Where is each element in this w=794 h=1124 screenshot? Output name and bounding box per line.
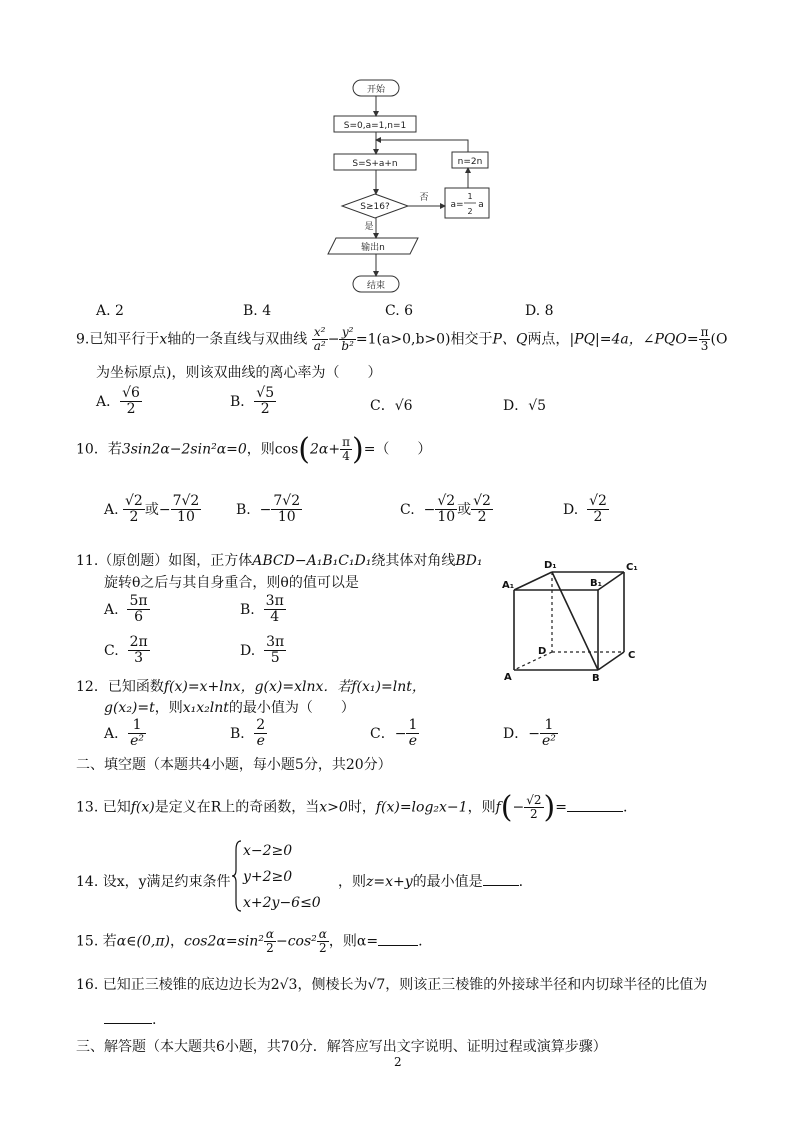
q16-answer-line: .	[104, 1012, 156, 1028]
q16-stem: 16. 已知正三棱锥的底边边长为2√3，侧棱长为√7，则该正三棱锥的外接球半径和内切球半径的比值为	[76, 977, 708, 993]
cube-figure	[498, 556, 648, 684]
hyperbola-x-term: $\frac{\text{x²}}{\text{a²}}$	[313, 325, 326, 354]
q12-option-a: A． $\frac{1}{\text{e²}}$	[104, 717, 145, 750]
q10-option-b: B. − $\frac{7√2}{10}$	[236, 493, 301, 526]
section3-heading: 三、解答题（本大题共6小题，共70分．解答应写出文字说明、证明过程或演算步骤）	[76, 1039, 607, 1055]
cube-label-a1: A₁	[502, 580, 515, 591]
q13-stem: 13. 已知f(x)是定义在R上的奇函数，当x>0时，f(x)=log₂x−1，则f(− $\frac{√2}{2}$ )= .	[76, 790, 628, 825]
q9-option-c: C．√6	[370, 398, 413, 414]
q11-stem: 11.（原创题）如图，正方体ABCD−A₁B₁C₁D₁绕其体对角线BD₁	[76, 553, 483, 569]
flow-update-s-label: S=S+a+n	[352, 159, 398, 169]
q11-line2: 旋转θ之后与其自身重合，则θ的值可以是	[104, 575, 359, 591]
q8-option-b: B. 4	[243, 303, 272, 319]
flow-update-a-num: 1	[467, 192, 473, 201]
q14-constraint-2: y+2≥0	[243, 869, 293, 885]
q10-option-d: D. $\frac{√2}{2}$	[563, 493, 607, 526]
cube-label-d1: D₁	[544, 560, 557, 571]
q9-option-a: A． $\frac{√6}{2}$	[96, 385, 140, 418]
q14-answer-blank[interactable]	[483, 885, 519, 886]
cube-label-a: A	[504, 672, 512, 683]
q9-option-d: D．√5	[503, 398, 547, 414]
q11-option-a: A. $\frac{5\pi}{6}$	[104, 593, 148, 626]
q11-option-d: D. $\frac{3\pi}{5}$	[240, 634, 285, 667]
flow-output-label: 输出n	[361, 243, 385, 253]
q15-stem: 15. 若α∈(0,π)，cos2α=sin² $\frac{\alpha}{2}$ −cos² $\frac{\alpha}{2}$ ，则α= .	[76, 927, 423, 956]
q14-constraint-1: x−2≥0	[243, 843, 293, 859]
flow-end-label: 结束	[366, 281, 386, 291]
flow-update-n-label: n=2n	[457, 157, 483, 167]
flow-start-label: 开始	[366, 85, 386, 95]
q11-option-b: B. $\frac{3\pi}{4}$	[240, 593, 284, 626]
q12-option-c: C．− $\frac{1}{e}$	[370, 717, 418, 750]
q14-stem: 14. 设x，y满足约束条件	[76, 874, 231, 890]
page-number: 2	[394, 1055, 402, 1069]
q9-option-b: B． $\frac{√5}{2}$	[230, 385, 275, 418]
q14-constraint-3: x+2y−6≤0	[243, 895, 321, 911]
hyperbola-y-term: $\frac{\text{y²}}{\text{b²}}$	[341, 325, 354, 354]
cube-label-b: B	[592, 673, 600, 684]
q10-option-a: A. $\frac{√2}{2}$ 或− $\frac{7√2}{10}$	[104, 493, 200, 526]
q12-option-b: B． $\frac{2}{e}$	[230, 717, 266, 750]
flow-update-a-var: a	[478, 200, 484, 210]
cube-label-c1: C₁	[626, 562, 638, 573]
q12-line2: g(x₂)=t，则x₁x₂lnt的最小值为（ ）	[104, 700, 355, 716]
cube-label-b1: B₁	[590, 578, 603, 589]
q16-answer-blank[interactable]	[104, 1023, 152, 1024]
section2-heading: 二、填空题（本题共4小题，每小题5分，共20分）	[76, 757, 392, 773]
q14-tail: ，则z=x+y的最小值是 .	[338, 874, 524, 890]
q13-answer-blank[interactable]	[567, 811, 623, 812]
q14-brace	[232, 840, 240, 912]
flow-update-a-den: 2	[467, 207, 473, 216]
q8-option-a: A. 2	[96, 303, 124, 319]
q8-option-d: D. 8	[525, 303, 554, 319]
flow-no-label: 否	[419, 193, 429, 203]
q10-stem: 10．若3sin2α−2sin²α=0，则cos(2α+ $\frac{\pi}{4}$ )=（ ）	[76, 432, 432, 467]
cube-label-c: C	[628, 650, 636, 661]
q12-stem: 12．已知函数f(x)=x+lnx，g(x)=xlnx．若f(x₁)=lnt，	[76, 679, 426, 695]
flowchart	[320, 74, 510, 302]
flow-init-label: S=0,a=1,n=1	[343, 121, 407, 131]
q12-option-d: D．− $\frac{1}{\text{e²}}$	[503, 717, 556, 750]
q11-option-c: C. $\frac{2\pi}{3}$	[104, 634, 148, 667]
flow-yes-label: 是	[364, 222, 374, 232]
q8-option-c: C. 6	[385, 303, 414, 319]
q10-option-c: C. − $\frac{√2}{10}$ 或 $\frac{√2}{2}$	[400, 493, 491, 526]
flow-update-a-eq: a=	[450, 200, 464, 210]
flow-condition-label: S≥16?	[360, 202, 390, 212]
cube-label-d: D	[538, 646, 547, 657]
q9-stem: 9.已知平行于x轴的一条直线与双曲线 $\frac{\text{x²}}{\text{a²}}$ − $\frac{\text{y²}}{\text{b²}}$ =1(a>0,b>0)相交于P、Q两点，|PQ|=4a，∠PQO= $\frac{\pi}{3}$ (O	[76, 325, 728, 354]
q9-line2: 为坐标原点)，则该双曲线的离心率为（ ）	[96, 365, 382, 381]
q15-answer-blank[interactable]	[378, 945, 418, 946]
